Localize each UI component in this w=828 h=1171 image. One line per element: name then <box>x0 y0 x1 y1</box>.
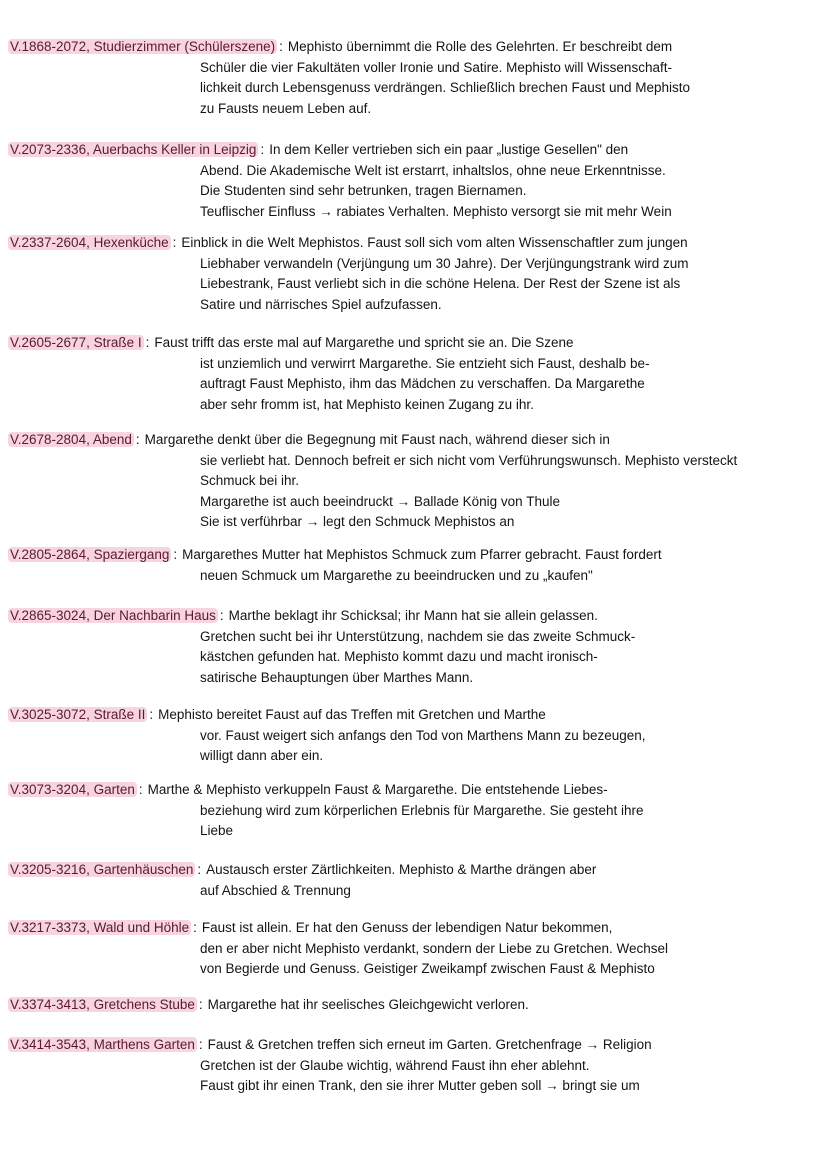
entry-text: Gretchen ist der Glaube wichtig, während Faust ihn eher ablehnt. <box>200 1057 590 1073</box>
scene-label: V.3205-3216, Gartenhäuschen <box>10 862 194 877</box>
entry-line <box>8 821 808 842</box>
entry-line <box>8 606 808 627</box>
entry-line <box>8 746 808 767</box>
label-colon: : <box>197 862 202 877</box>
entry-line <box>8 918 808 939</box>
entry-text: Margarethe hat ihr seelisches Gleichgewicht verloren. <box>207 997 529 1012</box>
label-colon: : <box>135 432 140 447</box>
scene-label: V.3025-3072, Straße II <box>10 707 146 722</box>
entry-line <box>8 233 808 254</box>
entry-line <box>8 395 808 416</box>
scene-label: V.2865-3024, Der Nachbarin Haus <box>10 608 216 623</box>
entry-text: Margarethe ist auch beeindruckt → Ballade König von Thule <box>200 493 560 509</box>
entry-line <box>8 140 808 161</box>
label-colon: : <box>260 142 265 157</box>
label-colon: : <box>172 235 177 250</box>
entry-line <box>8 939 808 960</box>
scene-label: V.3073-3204, Garten <box>10 782 135 797</box>
entry-text: Teuflischer Einfluss → rabiates Verhalten. Mephisto versorgt sie mit mehr Wein <box>200 203 672 219</box>
scene-entry <box>8 333 808 415</box>
label-colon: : <box>145 335 150 350</box>
entry-text: auftragt Faust Mephisto, ihm das Mädchen zu verschaffen. Da Margarethe <box>200 376 645 391</box>
entry-text: Einblick in die Welt Mephistos. Faust soll sich vom alten Wissenschaftler zum jungen <box>181 235 688 250</box>
entry-line <box>8 705 808 726</box>
scene-entry <box>8 545 808 586</box>
scene-entry <box>8 233 808 315</box>
label-colon: : <box>219 608 224 623</box>
entry-line <box>8 295 808 316</box>
entry-line <box>8 860 808 881</box>
entry-text: Satire und närrisches Spiel aufzufassen. <box>200 296 442 312</box>
entry-line <box>8 471 808 492</box>
entry-line <box>8 254 808 275</box>
entry-text: ist unziemlich und verwirrt Margarethe. Sie entzieht sich Faust, deshalb be- <box>200 355 650 371</box>
scene-entry <box>8 430 808 533</box>
entry-text: Faust trifft das erste mal auf Margarethe und spricht sie an. Die Szene <box>154 335 574 350</box>
entry-line <box>8 881 808 902</box>
entry-line <box>8 995 808 1016</box>
entry-line <box>8 451 808 472</box>
scene-entry <box>8 918 808 980</box>
entry-line <box>8 99 808 120</box>
scene-label: V.2605-2677, Straße I <box>10 335 142 350</box>
entry-text: aber sehr fromm ist, hat Mephisto keinen Zugang zu ihr. <box>200 396 534 412</box>
entry-text: auf Abschied & Trennung <box>200 882 351 898</box>
scene-entry <box>8 37 808 119</box>
entry-text: lichkeit durch Lebensgenuss verdrängen. Schließlich brechen Faust und Mephisto <box>200 80 691 95</box>
entry-line <box>8 161 808 182</box>
scene-label: V.2337-2604, Hexenküche <box>10 235 169 250</box>
entry-line <box>8 780 808 801</box>
scene-label: V.3374-3413, Gretchens Stube <box>10 997 195 1012</box>
entry-text: vor. Faust weigert sich anfangs den Tod von Marthens Mann zu bezeugen, <box>200 727 646 743</box>
entry-line <box>8 668 808 689</box>
scene-label: V.1868-2072, Studierzimmer (Schülerszene) <box>10 39 276 54</box>
scene-entry <box>8 1035 808 1097</box>
entry-line <box>8 333 808 354</box>
entry-text: Austausch erster Zärtlichkeiten. Mephisto & Marthe drängen aber <box>206 862 597 877</box>
entry-line <box>8 202 808 223</box>
entry-text: kästchen gefunden hat. Mephisto kommt dazu und macht ironisch- <box>200 649 598 664</box>
entry-text: In dem Keller vertrieben sich ein paar „lustige Gesellen" den <box>269 142 629 157</box>
entry-line <box>8 430 808 451</box>
entry-line <box>8 959 808 980</box>
entry-text: Gretchen sucht bei ihr Unterstützung, nachdem sie das zweite Schmuck- <box>200 628 636 644</box>
entry-text: satirische Behauptungen über Marthes Mann. <box>200 669 474 685</box>
entry-text: Die Studenten sind sehr betrunken, tragen Biernamen. <box>200 183 527 198</box>
entry-text: Faust ist allein. Er hat den Genuss der lebendigen Natur bekommen, <box>201 920 613 935</box>
entry-line <box>8 492 808 513</box>
entry-line <box>8 78 808 99</box>
entry-line <box>8 181 808 202</box>
entry-line <box>8 354 808 375</box>
entry-line <box>8 37 808 58</box>
entry-text: Liebestrank, Faust verliebt sich in die schöne Helena. Der Rest der Szene ist als <box>200 276 681 291</box>
entry-text: Marthe & Mephisto verkuppeln Faust & Margarethe. Die entstehende Liebes- <box>147 782 608 797</box>
entry-text: Sie ist verführbar → legt den Schmuck Mephistos an <box>200 514 515 529</box>
scene-entry <box>8 140 808 222</box>
entry-text: Liebhaber verwandeln (Verjüngung um 30 Jahre). Der Verjüngungstrank wird zum <box>200 255 689 271</box>
entry-text: Faust & Gretchen treffen sich erneut im Garten. Gretchenfrage → Religion <box>207 1037 652 1052</box>
scene-entry <box>8 705 808 767</box>
entry-text: Margarethe denkt über die Begegnung mit Faust nach, während dieser sich in <box>144 432 610 447</box>
entry-line <box>8 566 808 587</box>
label-colon: : <box>198 997 203 1012</box>
entry-text: neuen Schmuck um Margarethe zu beeindrucken und zu „kaufen" <box>200 567 593 583</box>
label-colon: : <box>198 1037 203 1052</box>
entry-line <box>8 726 808 747</box>
label-colon: : <box>173 547 178 562</box>
entry-line <box>8 801 808 822</box>
label-colon: : <box>149 707 154 722</box>
entry-text: beziehung wird zum körperlichen Erlebnis für Margarethe. Sie gesteht ihre <box>200 802 644 818</box>
entry-text: den er aber nicht Mephisto verdankt, sondern der Liebe zu Gretchen. Wechsel <box>200 940 669 956</box>
entry-line <box>8 647 808 668</box>
entry-text: Abend. Die Akademische Welt ist erstarrt, inhaltslos, ohne neue Erkenntnisse. <box>200 162 666 178</box>
scene-entry <box>8 995 808 1016</box>
entry-line <box>8 627 808 648</box>
scene-label: V.2073-2336, Auerbachs Keller in Leipzig <box>10 142 257 157</box>
entry-line <box>8 512 808 533</box>
entry-line <box>8 1056 808 1077</box>
scene-entry <box>8 606 808 688</box>
label-colon: : <box>138 782 143 797</box>
scene-label: V.2805-2864, Spaziergang <box>10 547 170 562</box>
entry-text: Mephisto bereitet Faust auf das Treffen mit Gretchen und Marthe <box>158 707 546 722</box>
scene-entry <box>8 860 808 901</box>
entry-text: sie verliebt hat. Dennoch befreit er sich nicht vom Verführungswunsch. Mephisto versteckt <box>200 452 738 468</box>
entry-text: von Begierde und Genuss. Geistiger Zweikampf zwischen Faust & Mephisto <box>200 961 655 976</box>
label-colon: : <box>279 39 283 54</box>
entry-line <box>8 58 808 79</box>
entry-line <box>8 1076 808 1097</box>
entry-line <box>8 374 808 395</box>
entry-text: Faust gibt ihr einen Trank, den sie ihrer Mutter geben soll → bringt sie um <box>200 1078 640 1093</box>
entry-text: Mephisto übernimmt die Rolle des Gelehrten. Er beschreibt dem <box>287 39 673 54</box>
entry-text: Schmuck bei ihr. <box>200 473 300 488</box>
entry-text: Liebe <box>200 823 234 838</box>
entry-line <box>8 1035 808 1056</box>
scene-label: V.3414-3543, Marthens Garten <box>10 1037 195 1052</box>
entry-line <box>8 274 808 295</box>
entry-line <box>8 545 808 566</box>
entry-text: willigt dann aber ein. <box>200 748 324 763</box>
entry-text: zu Fausts neuem Leben auf. <box>200 100 372 116</box>
scene-label: V.2678-2804, Abend <box>10 432 132 447</box>
label-colon: : <box>193 920 197 935</box>
entry-text: Margarethes Mutter hat Mephistos Schmuck zum Pfarrer gebracht. Faust fordert <box>182 547 662 562</box>
scene-entry <box>8 780 808 842</box>
entry-text: Marthe beklagt ihr Schicksal; ihr Mann hat sie allein gelassen. <box>228 608 598 623</box>
scene-label: V.3217-3373, Wald und Höhle <box>10 920 190 935</box>
entry-text: Schüler die vier Fakultäten voller Ironie und Satire. Mephisto will Wissenschaft- <box>200 59 672 75</box>
